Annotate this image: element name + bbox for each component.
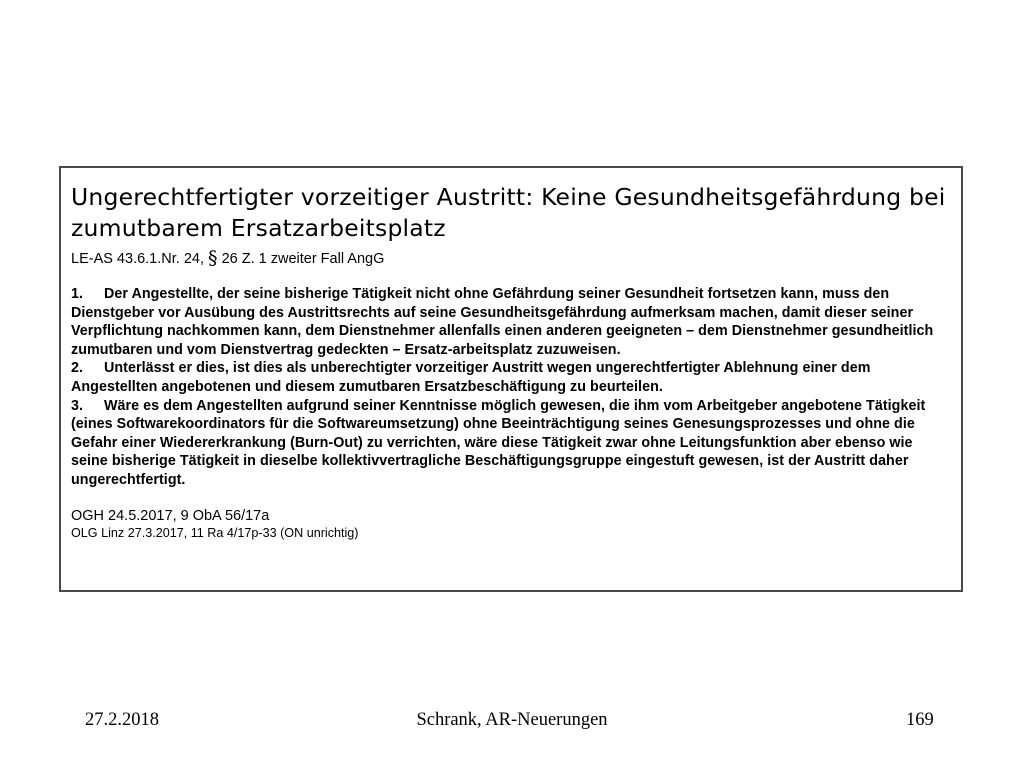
holding-number: 2. [71,360,84,377]
content-box [59,166,963,592]
footer-date: 27.2.2018 [85,710,159,730]
holding-item-1 [71,285,951,359]
holding-number: 3. [71,397,84,414]
holding-text: Wäre es dem Angestellten aufgrund seiner Kenntnisse möglich gewesen, die ihm vom Arbeitgeber angebotene Tätigkeit (eines Softwarekoordinators für die Softwareumsetzung) ohne Beeinträchtigung seines Genesungsprozesses und ohne die Gefahr einer Wiedererkrankung (Burn-Out) zu verrichten, wäre diese Tätigkeit zwar ohne Leitungsfunktion aber ebenso wie seine bisherige Tätigkeit in dieselbe kollektivvertragliche Beschäftigungsgruppe eingestuft gewesen, ist der Austritt daher ungerechtfertigt. [71,397,926,488]
holding-number: 1. [71,286,84,302]
footer-author-title: Schrank, AR-Neuerungen [416,710,608,730]
holding-text: Unterlässt er dies, ist dies als unberechtigter vorzeitiger Austritt wegen ungerechtfertigter Ablehnung einer dem Angestellten angebotenen und diesem zumutbaren Ersatzbeschäftigung zu beurteilen. [71,360,871,395]
court-citation-secondary: OLG Linz 27.3.2017, 11 Ra 4/17p-33 (ON unrichtig) [71,525,359,540]
reference-suffix: 26 Z. 1 zweiter Fall AngG [221,251,385,267]
slide-title: Ungerechtfertigter vorzeitiger Austritt: Keine Gesundheitsgefährdung bei zumutbarem Ersatzarbeitsplatz [71,183,946,242]
reference-prefix: LE-AS 43.6.1.Nr. 24, [71,251,204,267]
holdings-list [71,285,951,490]
court-citation-primary: OGH 24.5.2017, 9 ObA 56/17a [71,507,270,524]
paragraph-symbol: § [208,247,218,269]
slide-number: 169 [906,710,934,730]
holding-item-2 [71,359,951,396]
legal-reference [71,248,951,269]
holding-text: Der Angestellte, der seine bisherige Tätigkeit nicht ohne Gefährdung seiner Gesundheit fortsetzen kann, muss den Dienstgeber vor Ausübung des Austrittsrechts auf seine Gesundheitsgefährdung aufmerksam machen, damit dieser seiner Verpflichtung nachkommen kann, dem Dienstnehmer allenfalls einen anderen geeigneten – dem Dienstnehmer gesundheitlich zumutbaren und vom Dienstvertrag gedeckten – Ersatz-arbeitsplatz zuzuweisen. [71,286,934,358]
holding-item-3 [71,397,951,490]
